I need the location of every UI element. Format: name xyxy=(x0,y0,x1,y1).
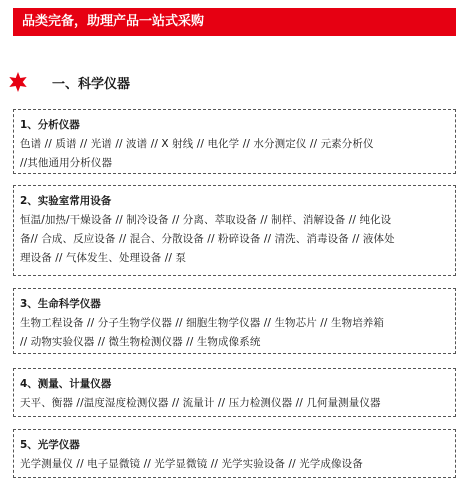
category-box-optical xyxy=(13,429,456,478)
section-heading xyxy=(8,70,130,94)
category-box-lab-equipment xyxy=(13,185,456,276)
category-items xyxy=(20,455,449,474)
star-icon xyxy=(8,72,28,92)
category-title: 5、光学仪器 xyxy=(20,439,80,451)
category-line: //其他通用分析仪器 xyxy=(20,157,113,169)
banner: 品类完备，助理产品一站式采购 xyxy=(13,8,456,36)
category-title: 2、实验室常用设备 xyxy=(20,195,112,207)
category-line: 理设备 // 气体发生、处理设备 // 泵 xyxy=(20,252,187,264)
category-line: // 动物实验仪器 // 微生物检测仪器 // 生物成像系统 xyxy=(20,336,261,348)
category-line: 备// 合成、反应设备 // 混合、分散设备 // 粉碎设备 // 清洗、消毒设备 // 液体处 xyxy=(20,233,395,245)
category-items xyxy=(20,314,449,352)
category-line: 光学测量仪 // 电子显微镜 // 光学显微镜 // 光学实验设备 // 光学成像设备 xyxy=(20,458,363,470)
category-items xyxy=(20,211,449,268)
category-items xyxy=(20,394,449,413)
category-line: 生物工程设备 // 分子生物学仪器 // 细胞生物学仪器 // 生物芯片 // 生物培养箱 xyxy=(20,317,385,329)
category-title: 4、测量、计量仪器 xyxy=(20,378,112,390)
category-line: 恒温/加热/干燥设备 // 制冷设备 // 分离、萃取设备 // 制样、消解设备 // 纯化设 xyxy=(20,214,392,226)
category-line: 色谱 // 质谱 // 光谱 // 波谱 // X 射线 // 电化学 // 水分测定仪 // 元素分析仪 xyxy=(20,138,374,150)
category-title: 1、分析仪器 xyxy=(20,119,80,131)
category-box-life-science xyxy=(13,288,456,354)
category-box-analytical xyxy=(13,109,456,174)
category-title: 3、生命科学仪器 xyxy=(20,298,101,310)
category-items xyxy=(20,135,449,173)
category-box-measurement xyxy=(13,368,456,417)
category-line: 天平、衡器 //温度湿度检测仪器 // 流量计 // 压力检测仪器 // 几何量测量仪器 xyxy=(20,397,381,409)
section-title: 一、科学仪器 xyxy=(52,76,131,92)
